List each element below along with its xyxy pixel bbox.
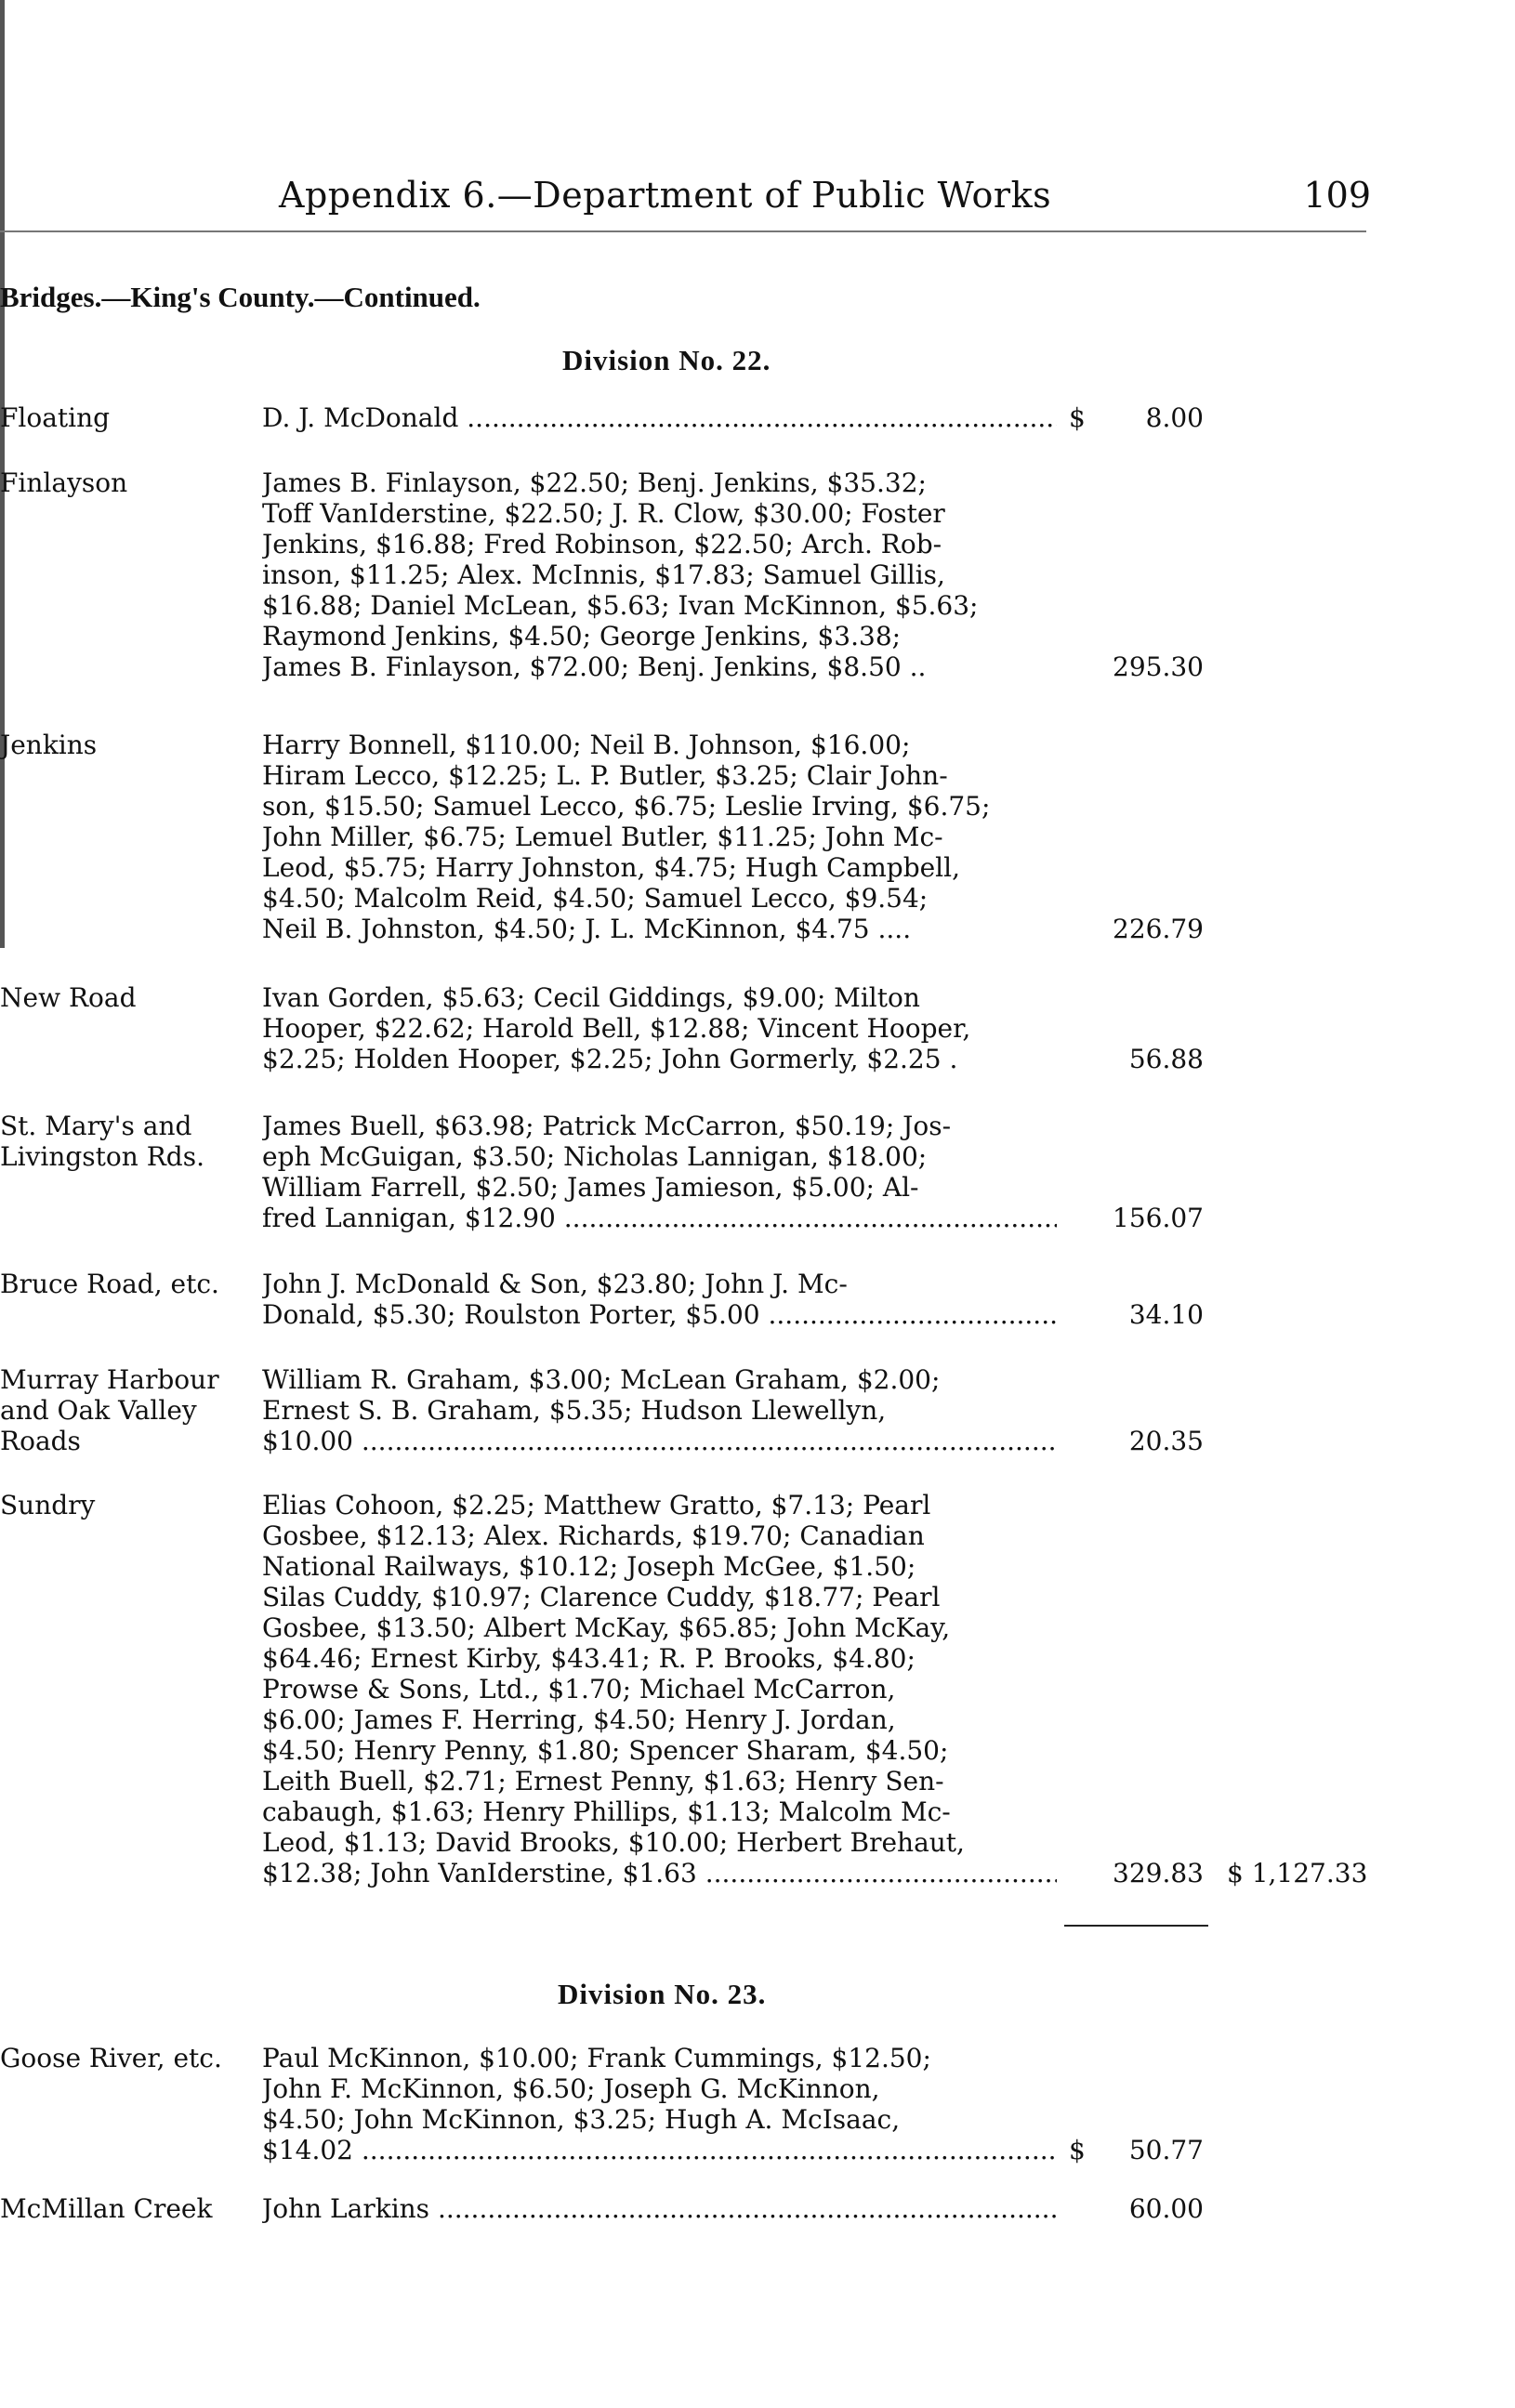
- desc-line: $6.00; James F. Herring, $4.50; Henry J. Jordan,: [262, 1704, 896, 1735]
- desc-line: $4.50; Henry Penny, $1.80; Spencer Sharam, $4.50;: [262, 1735, 949, 1766]
- desc-line: $10.00 .....: [262, 1426, 1057, 1456]
- entry-description: [262, 2043, 1057, 2165]
- entry-place: Jenkins: [0, 730, 98, 760]
- desc-line: Hiram Lecco, $12.25; L. P. Butler, $3.25; Clair John-: [262, 760, 948, 791]
- desc-line: John F. McKinnon, $6.50; Joseph G. McKinnon,: [262, 2073, 880, 2104]
- entry-amount: 156.07: [1113, 1203, 1204, 1233]
- desc-line: Hooper, $22.62; Harold Bell, $12.88; Vincent Hooper,: [262, 1013, 971, 1044]
- entry-description: [262, 1111, 1057, 1233]
- desc-line: Donald, $5.30; Roulston Porter, $5.00 .....: [262, 1299, 1057, 1330]
- desc-line: Harry Bonnell, $110.00; Neil B. Johnson, $16.00;: [262, 730, 911, 760]
- desc-line: Paul McKinnon, $10.00; Frank Cummings, $12.50;: [262, 2043, 931, 2073]
- desc-line: $64.46; Ernest Kirby, $43.41; R. P. Brooks, $4.80;: [262, 1643, 916, 1674]
- desc-line: Jenkins, $16.88; Fred Robinson, $22.50; Arch. Rob-: [262, 529, 942, 559]
- entry-amount: 34.10: [1128, 1299, 1204, 1330]
- desc-line: James B. Finlayson, $22.50; Benj. Jenkins, $35.32;: [262, 467, 927, 498]
- desc-line: $14.02 .....: [262, 2135, 1057, 2165]
- desc-line: James Buell, $63.98; Patrick McCarron, $50.19; Jos-: [262, 1111, 952, 1141]
- sum-rule: [1064, 1925, 1208, 1927]
- desc-line: $4.50; Malcolm Reid, $4.50; Samuel Lecco, $9.54;: [262, 883, 929, 914]
- desc-line: Leod, $5.75; Harry Johnston, $4.75; Hugh Campbell,: [262, 852, 960, 883]
- entry-place: New Road: [0, 982, 137, 1013]
- desc-line: D. J. McDonald .....: [262, 402, 1057, 433]
- entry-description: [262, 2193, 1057, 2224]
- desc-line: William R. Graham, $3.00; McLean Graham, $2.00;: [262, 1364, 941, 1395]
- division-23-heading: Division No. 23.: [558, 1978, 767, 2010]
- desc-line: $4.50; John McKinnon, $3.25; Hugh A. McIsaac,: [262, 2104, 901, 2135]
- desc-line: John Miller, $6.75; Lemuel Butler, $11.25; John Mc-: [262, 822, 943, 852]
- desc-line: $2.25; Holden Hooper, $2.25; John Gormerly, $2.25 .: [262, 1044, 958, 1074]
- desc-line: National Railways, $10.12; Joseph McGee, $1.50;: [262, 1551, 916, 1582]
- desc-line: Silas Cuddy, $10.97; Clarence Cuddy, $18.77; Pearl: [262, 1582, 941, 1612]
- desc-line: cabaugh, $1.63; Henry Phillips, $1.13; Malcolm Mc-: [262, 1796, 951, 1827]
- entry-place: Floating: [0, 402, 111, 433]
- section-title: Bridges.—King's County.—Continued.: [0, 281, 481, 313]
- entry-place: Finlayson: [0, 467, 128, 498]
- entry-place: Sundry: [0, 1490, 96, 1520]
- desc-line: eph McGuigan, $3.50; Nicholas Lannigan, $18.00;: [262, 1141, 928, 1172]
- desc-line: Gosbee, $12.13; Alex. Richards, $19.70; Canadian: [262, 1520, 925, 1551]
- division-total: $ 1,127.33: [1227, 1858, 1368, 1888]
- desc-line: fred Lannigan, $12.90 .....: [262, 1203, 1057, 1233]
- entry-amount: 329.83: [1113, 1858, 1204, 1888]
- desc-line: Toff VanIderstine, $22.50; J. R. Clow, $30.00; Foster: [262, 498, 945, 529]
- desc-line: John J. McDonald & Son, $23.80; John J. Mc-: [262, 1269, 848, 1299]
- desc-line: Leod, $1.13; David Brooks, $10.00; Herbert Brehaut,: [262, 1827, 965, 1858]
- desc-line: William Farrell, $2.50; James Jamieson, $5.00; Al-: [262, 1172, 919, 1203]
- desc-line: Raymond Jenkins, $4.50; George Jenkins, $3.38;: [262, 621, 902, 651]
- entry-description: [262, 1490, 1057, 1888]
- desc-line: Ivan Gorden, $5.63; Cecil Giddings, $9.00; Milton: [262, 982, 920, 1013]
- entry-description: [262, 730, 1057, 944]
- entry-description: [262, 1364, 1057, 1456]
- page-number: 109: [1303, 175, 1371, 216]
- entry-place: St. Mary's and Livingston Rds.: [0, 1111, 204, 1172]
- desc-line: $16.88; Daniel McLean, $5.63; Ivan McKinnon, $5.63;: [262, 590, 979, 621]
- desc-line: $12.38; John VanIderstine, $1.63 .....: [262, 1858, 1057, 1888]
- entry-place: Goose River, etc.: [0, 2043, 222, 2073]
- entry-amount: 226.79: [1113, 914, 1204, 944]
- entry-place: Bruce Road, etc.: [0, 1269, 219, 1299]
- entry-amount: 295.30: [1113, 651, 1204, 682]
- entry-description: [262, 402, 1057, 433]
- entry-place: McMillan Creek: [0, 2193, 213, 2224]
- division-22-heading: Division No. 22.: [562, 344, 771, 376]
- entry-amount: 60.00: [1128, 2193, 1204, 2224]
- entry-description: [262, 1269, 1057, 1330]
- desc-line: Elias Cohoon, $2.25; Matthew Gratto, $7.13; Pearl: [262, 1490, 931, 1520]
- desc-line: inson, $11.25; Alex. McInnis, $17.83; Samuel Gillis,: [262, 559, 945, 590]
- entry-amount: 20.35: [1128, 1426, 1204, 1456]
- desc-line: Neil B. Johnston, $4.50; J. L. McKinnon, $4.75 ....: [262, 914, 912, 944]
- entry-description: [262, 982, 1057, 1074]
- desc-line: son, $15.50; Samuel Lecco, $6.75; Leslie Irving, $6.75;: [262, 791, 991, 822]
- entry-amount: 50.77: [1128, 2135, 1204, 2165]
- desc-line: Ernest S. B. Graham, $5.35; Hudson Llewellyn,: [262, 1395, 887, 1426]
- dollar-sign: $: [1069, 402, 1086, 433]
- running-header: Appendix 6.—Department of Public Works: [279, 175, 1052, 216]
- desc-line: Prowse & Sons, Ltd., $1.70; Michael McCarron,: [262, 1674, 896, 1704]
- entry-amount: 56.88: [1128, 1044, 1204, 1074]
- desc-line: James B. Finlayson, $72.00; Benj. Jenkins, $8.50 ..: [262, 651, 927, 682]
- dollar-sign: $: [1069, 2135, 1086, 2165]
- desc-line: John Larkins .....: [262, 2193, 1057, 2224]
- entry-description: [262, 467, 1057, 682]
- desc-line: Leith Buell, $2.71; Ernest Penny, $1.63; Henry Sen-: [262, 1766, 944, 1796]
- entry-place: Murray Harbour and Oak Valley Roads: [0, 1364, 219, 1456]
- desc-line: Gosbee, $13.50; Albert McKay, $65.85; John McKay,: [262, 1612, 951, 1643]
- entry-amount: 8.00: [1145, 402, 1204, 433]
- header-rule: [0, 230, 1366, 232]
